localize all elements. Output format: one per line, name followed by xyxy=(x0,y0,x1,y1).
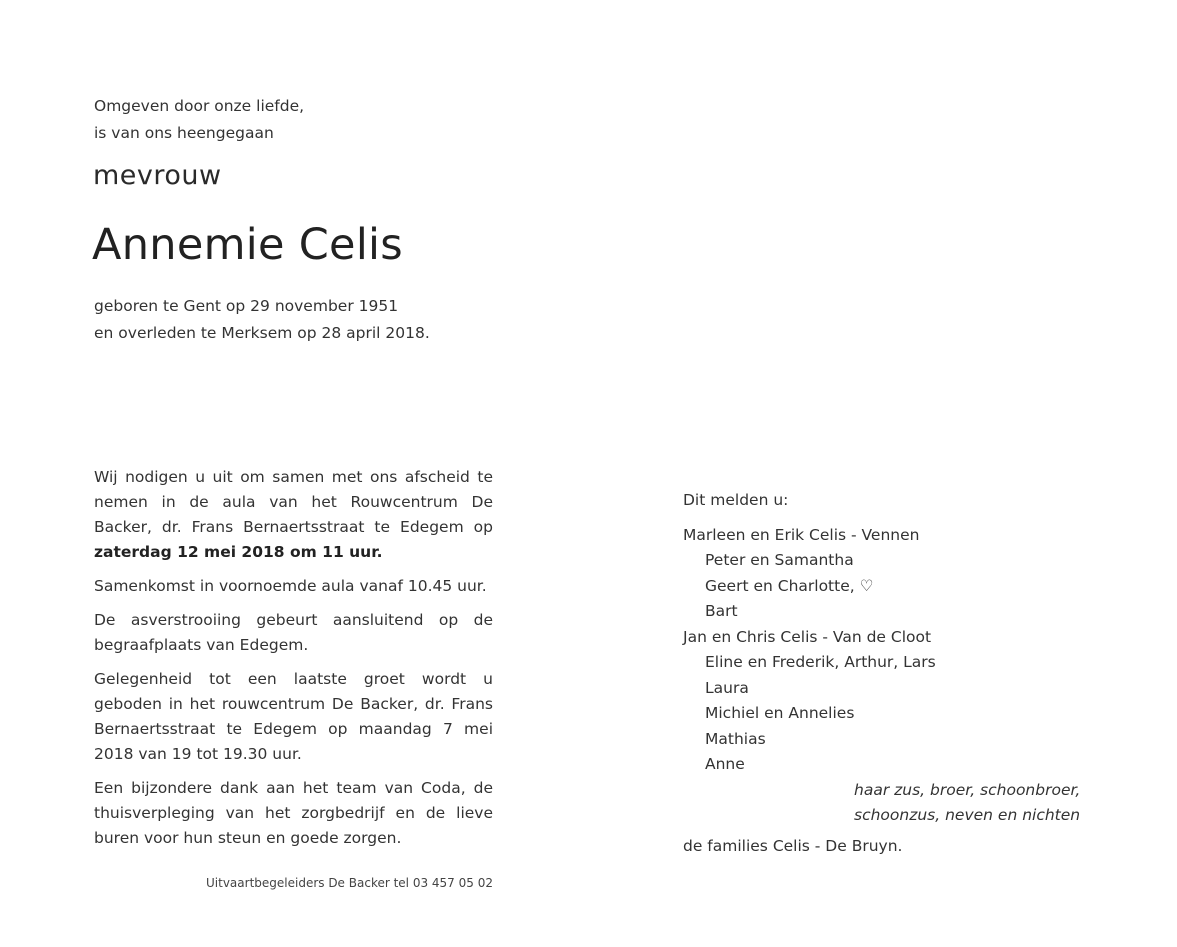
relation-line-2: schoonzus, neven en nichten xyxy=(854,805,1081,824)
relation-line-1: haar zus, broer, schoonbroer, xyxy=(854,780,1081,799)
family-member: Bart xyxy=(705,602,738,620)
birth-line: geboren te Gent op 29 november 1951 xyxy=(94,297,399,315)
scattering-paragraph: De asverstrooiing gebeurt aansluitend op de begraafplaats van Edegem. xyxy=(94,611,493,654)
extended-families: de families Celis - De Bruyn. xyxy=(683,836,903,855)
thanks-paragraph: Een bijzondere dank aan het team van Coda, de thuisverpleging van het zorgbedrijf en de lieve buren voor hun steun en goede zorgen. xyxy=(94,779,493,847)
intro-text xyxy=(94,93,304,147)
family-member: Eline en Frederik, Arthur, Lars xyxy=(705,653,936,671)
ceremony-date: zaterdag 12 mei 2018 om 11 uur. xyxy=(94,543,383,561)
family-head-1: Marleen en Erik Celis - Vennen xyxy=(683,525,920,544)
family-member: Peter en Samantha xyxy=(705,551,854,569)
intro-line-2: is van ons heengegaan xyxy=(94,124,274,142)
intro-line-1: Omgeven door onze liefde, xyxy=(94,97,305,115)
honorific: mevrouw xyxy=(93,160,222,191)
deceased-name: Annemie Celis xyxy=(92,220,404,270)
family-member: Laura xyxy=(705,678,749,697)
funeral-director-note: Uitvaartbegeleiders De Backer tel 03 457 05 02 xyxy=(206,876,493,890)
gathering-paragraph: Samenkomst in voornoemde aula vanaf 10.45 uur. xyxy=(94,577,487,595)
family-head-2: Jan en Chris Celis - Van de Cloot xyxy=(683,627,932,646)
family-announcement xyxy=(683,488,1123,859)
announcement-heading: Dit melden u: xyxy=(683,491,789,509)
life-dates xyxy=(94,293,430,347)
invitation-text: Wij nodigen u uit om samen met ons afscheid te nemen in de aula van het Rouwcentrum De Backer, dr. Frans Bernaertsstraat te Edegem op xyxy=(94,468,493,536)
family-member: Anne xyxy=(705,755,745,773)
family-member: Michiel en Annelies xyxy=(705,704,855,722)
visitation-paragraph: Gelegenheid tot een laatste groet wordt u geboden in het rouwcentrum De Backer, dr. Frans Bernaertsstraat te Edegem op maandag 7 mei 2018 van 19 tot 19.30 uur. xyxy=(94,670,493,763)
invitation-paragraph xyxy=(94,465,493,565)
death-line: en overleden te Merksem op 28 april 2018. xyxy=(94,324,430,342)
family-member: Mathias xyxy=(705,729,766,748)
ceremony-details xyxy=(94,465,493,860)
family-member: Geert en Charlotte, ♡ xyxy=(705,576,874,595)
